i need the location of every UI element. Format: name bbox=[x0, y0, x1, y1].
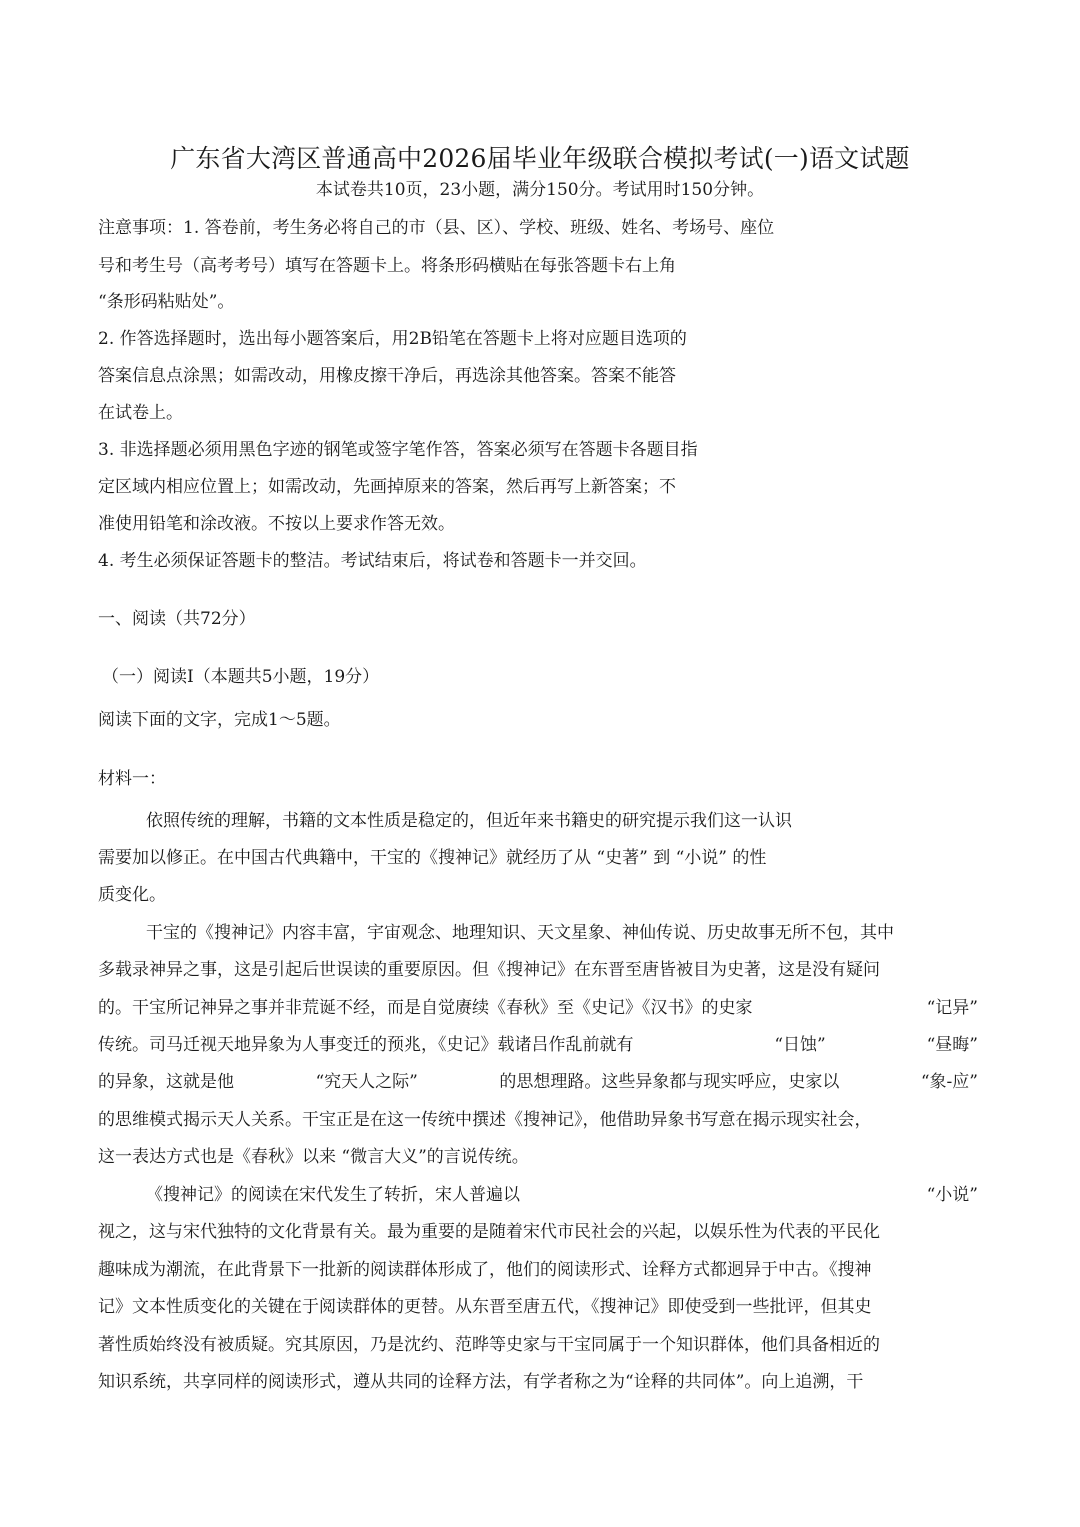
passage-line: 视之，这与宋代独特的文化背景有关。最为重要的是随着宋代市民社会的兴起，以娱乐性为代表的平民化 bbox=[98, 1222, 880, 1242]
passage-line bbox=[98, 1069, 978, 1095]
passage-fragment: 的思想理路。这些异象都与现实呼应，史家以 bbox=[499, 1072, 840, 1092]
passage-line: 趣味成为潮流，在此背景下一批新的阅读群体形成了，他们的阅读形式、诠释方式都迥异于中古。《搜神 bbox=[98, 1260, 872, 1280]
passage-line: 干宝的《搜神记》内容丰富，宇宙观念、地理知识、天文星象、神仙传说、历史故事无所不包，其中 bbox=[146, 923, 894, 943]
passage-line: 质变化。 bbox=[98, 885, 166, 905]
passage-line: 的思维模式揭示天人关系。干宝正是在这一传统中撰述《搜神记》，他借助异象书写意在揭示现实社会， bbox=[98, 1110, 872, 1130]
instruction-text: 阅读下面的文字，完成1～5题。 bbox=[98, 710, 341, 730]
passage-fragment: “象-应” bbox=[920, 1072, 978, 1092]
passage-line: 多载录神异之事，这是引起后世误读的重要原因。但《搜神记》在东晋至唐皆被目为史著，这是没有疑问 bbox=[98, 960, 880, 980]
passage-fragment: “记异” bbox=[926, 998, 978, 1018]
note-line: 3. 非选择题必须用黑色字迹的钢笔或签字笔作答，答案必须写在答题卡各题目指 bbox=[98, 440, 698, 460]
note-line: 号和考生号（高考考号）填写在答题卡上。将条形码横贴在每张答题卡右上角 bbox=[98, 256, 676, 276]
passage-line: 需要加以修正。在中国古代典籍中，干宝的《搜神记》就经历了从 “史著” 到 “小说” 的性 bbox=[98, 848, 767, 868]
note-line: 4. 考生必须保证答题卡的整洁。考试结束后，将试卷和答题卡一并交回。 bbox=[98, 551, 647, 571]
passage-fragment: “昼晦” bbox=[926, 1035, 978, 1055]
passage-line bbox=[98, 995, 978, 1021]
material-label: 材料一： bbox=[98, 769, 166, 789]
passage-fragment: 的。干宝所记神异之事并非荒诞不经，而是自觉赓续《春秋》至《史记》《汉书》的史家 bbox=[98, 998, 753, 1018]
note-line: 2. 作答选择题时，选出每小题答案后，用2B铅笔在答题卡上将对应题目选项的 bbox=[98, 329, 687, 349]
passage-line: 依照传统的理解，书籍的文本性质是稳定的，但近年来书籍史的研究提示我们这一认识 bbox=[146, 811, 792, 831]
exam-title: 广东省大湾区普通高中2026届毕业年级联合模拟考试(一)语文试题 bbox=[170, 144, 910, 173]
passage-line bbox=[146, 1182, 978, 1208]
passage-line: 这一表达方式也是《春秋》以来 “微言大义”的言说传统。 bbox=[98, 1147, 529, 1167]
passage-line bbox=[98, 1032, 978, 1058]
passage-fragment: “究天人之际” bbox=[315, 1072, 418, 1092]
note-line: 定区域内相应位置上；如需改动，先画掉原来的答案，然后再写上新答案；不 bbox=[98, 477, 676, 497]
sub-section-heading: （一）阅读I（本题共5小题，19分） bbox=[102, 667, 380, 687]
note-line: “条形码粘贴处”。 bbox=[98, 292, 235, 312]
note-line: 答案信息点涂黑；如需改动，用橡皮擦干净后，再选涂其他答案。答案不能答 bbox=[98, 366, 676, 386]
section-heading: 一、阅读（共72分） bbox=[98, 609, 256, 629]
note-line: 注意事项：1. 答卷前，考生务必将自己的市（县、区）、学校、班级、姓名、考场号、座位 bbox=[98, 218, 775, 238]
passage-fragment: 的异象，这就是他 bbox=[98, 1072, 234, 1092]
passage-line: 记》文本性质变化的关键在于阅读群体的更替。从东晋至唐五代，《搜神记》即使受到一些批评，但其史 bbox=[98, 1297, 872, 1317]
note-line: 在试卷上。 bbox=[98, 403, 183, 423]
passage-line: 著性质始终没有被质疑。究其原因，乃是沈约、范晔等史家与干宝同属于一个知识群体，他们具备相近的 bbox=[98, 1335, 880, 1355]
passage-fragment: 《搜神记》的阅读在宋代发生了转折，宋人普遍以 bbox=[146, 1185, 520, 1205]
passage-line: 知识系统，共享同样的阅读形式，遵从共同的诠释方法，有学者称之为“诠释的共同体”。向上追溯，干 bbox=[98, 1372, 864, 1392]
passage-fragment: “小说” bbox=[926, 1185, 978, 1205]
exam-subtitle: 本试卷共10页，23小题，满分150分。考试用时150分钟。 bbox=[315, 180, 765, 200]
passage-fragment: “日蚀” bbox=[774, 1035, 826, 1055]
passage-fragment: 传统。司马迁视天地异象为人事变迁的预兆，《史记》载诸吕作乱前就有 bbox=[98, 1035, 634, 1055]
note-line: 准使用铅笔和涂改液。不按以上要求作答无效。 bbox=[98, 514, 455, 534]
